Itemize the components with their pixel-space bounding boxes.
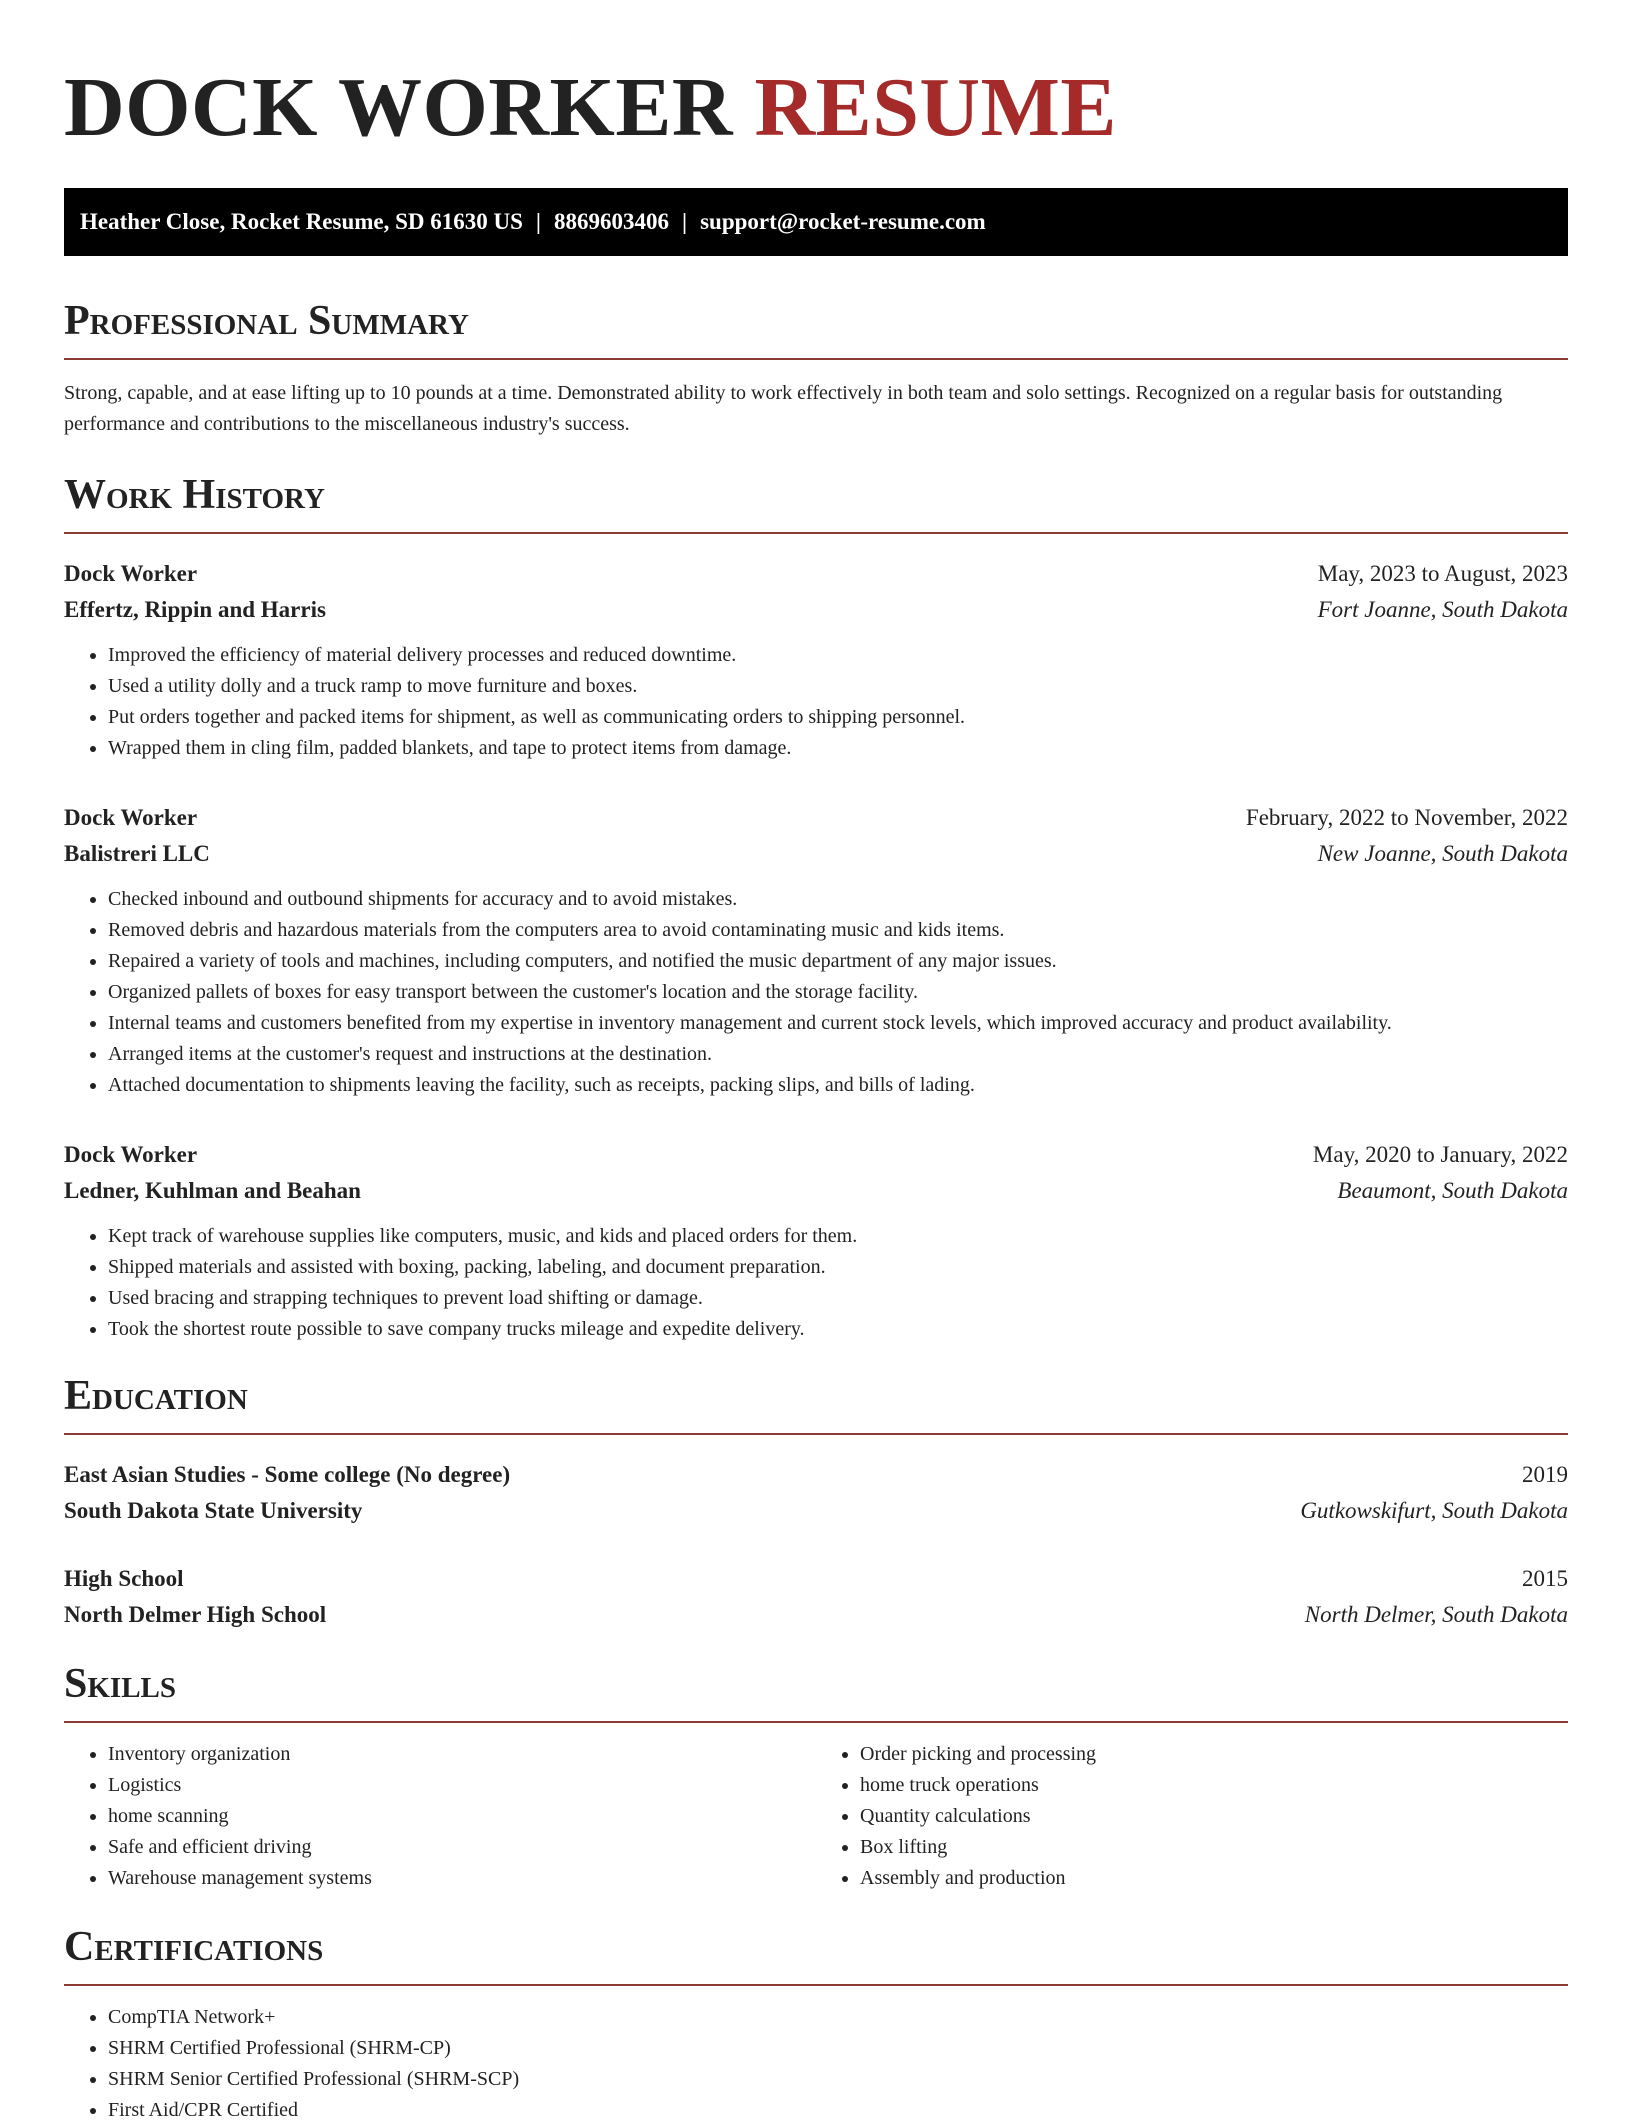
job-dates: May, 2023 to August, 2023 bbox=[1317, 561, 1568, 586]
certification-item: • CompTIA Network+ bbox=[108, 2002, 1568, 2033]
skill-item: • home truck operations bbox=[860, 1770, 1568, 1801]
job-bullet: • Used a utility dolly and a truck ramp to move furniture and boxes. bbox=[108, 671, 1568, 702]
education-degree: East Asian Studies - Some college (No degree) bbox=[64, 1462, 511, 1487]
certifications-heading: Certifications bbox=[64, 1926, 1568, 1986]
page-title bbox=[64, 48, 1568, 154]
job-bullets bbox=[64, 640, 1568, 764]
skill-item: • Quantity calculations bbox=[860, 1801, 1568, 1832]
education-year: 2015 bbox=[1522, 1566, 1568, 1591]
summary-heading: Professional Summary bbox=[64, 300, 1568, 360]
job-location: New Joanne, South Dakota bbox=[1317, 841, 1568, 866]
education-heading: Education bbox=[64, 1375, 1568, 1435]
certification-item: • First Aid/CPR Certified bbox=[108, 2095, 1568, 2126]
job-dates: February, 2022 to November, 2022 bbox=[1245, 805, 1568, 830]
job-title: Dock Worker bbox=[64, 561, 198, 586]
skill-item: • Box lifting bbox=[860, 1832, 1568, 1863]
education-entry bbox=[64, 1561, 1568, 1633]
skills-heading: Skills bbox=[64, 1663, 1568, 1723]
job-bullet: • Attached documentation to shipments leaving the facility, such as receipts, packing slips, and bills of lading. bbox=[108, 1070, 1568, 1101]
skills-list-right bbox=[816, 1739, 1568, 1894]
job-bullet: • Internal teams and customers benefited from my expertise in inventory management and current stock levels, which improved accuracy and product availability. bbox=[108, 1008, 1568, 1039]
education-school: North Delmer High School bbox=[64, 1602, 327, 1627]
summary-section bbox=[64, 300, 1568, 440]
certification-item: • SHRM Senior Certified Professional (SHRM-SCP) bbox=[108, 2064, 1568, 2095]
job-dates: May, 2020 to January, 2022 bbox=[1312, 1142, 1568, 1167]
skill-item: • Safe and efficient driving bbox=[108, 1832, 816, 1863]
job-bullet: • Checked inbound and outbound shipments for accuracy and to avoid mistakes. bbox=[108, 884, 1568, 915]
contact-separator: | bbox=[535, 209, 541, 234]
title-part-2: RESUME bbox=[754, 61, 1117, 154]
title-part-1: DOCK WORKER bbox=[64, 61, 734, 154]
job-entry bbox=[64, 1137, 1568, 1345]
job-bullets bbox=[64, 884, 1568, 1101]
certification-item: • SHRM Certified Professional (SHRM-CP) bbox=[108, 2033, 1568, 2064]
job-bullets bbox=[64, 1221, 1568, 1345]
contact-phone: 8869603406 bbox=[554, 209, 669, 234]
job-bullet: • Took the shortest route possible to save company trucks mileage and expedite delivery. bbox=[108, 1314, 1568, 1345]
education-location: Gutkowskifurt, South Dakota bbox=[1300, 1498, 1568, 1523]
job-bullet: • Shipped materials and assisted with boxing, packing, labeling, and document preparation. bbox=[108, 1252, 1568, 1283]
skills-grid bbox=[64, 1739, 1568, 1894]
job-bullet: • Wrapped them in cling film, padded blankets, and tape to protect items from damage. bbox=[108, 733, 1568, 764]
job-location: Fort Joanne, South Dakota bbox=[1317, 597, 1568, 622]
contact-name-address: Heather Close, Rocket Resume, SD 61630 US bbox=[80, 209, 523, 234]
job-bullet: • Put orders together and packed items for shipment, as well as communicating orders to shipping personnel. bbox=[108, 702, 1568, 733]
job-title: Dock Worker bbox=[64, 805, 198, 830]
skills-section bbox=[64, 1663, 1568, 1894]
job-company: Ledner, Kuhlman and Beahan bbox=[64, 1178, 361, 1203]
job-company: Effertz, Rippin and Harris bbox=[64, 597, 326, 622]
certifications-list bbox=[64, 2002, 1568, 2126]
education-location: North Delmer, South Dakota bbox=[1304, 1602, 1568, 1627]
education-year: 2019 bbox=[1522, 1462, 1568, 1487]
job-bullet: • Repaired a variety of tools and machines, including computers, and notified the music department of any major issues. bbox=[108, 946, 1568, 977]
education-school: South Dakota State University bbox=[64, 1498, 363, 1523]
skill-item: • Logistics bbox=[108, 1770, 816, 1801]
work-history-section bbox=[64, 474, 1568, 1345]
job-company: Balistreri LLC bbox=[64, 841, 210, 866]
skill-item: • home scanning bbox=[108, 1801, 816, 1832]
certifications-section bbox=[64, 1926, 1568, 2126]
job-title: Dock Worker bbox=[64, 1142, 198, 1167]
job-entry bbox=[64, 556, 1568, 764]
work-history-heading: Work History bbox=[64, 474, 1568, 534]
job-entry bbox=[64, 800, 1568, 1101]
job-bullet: • Used bracing and strapping techniques to prevent load shifting or damage. bbox=[108, 1283, 1568, 1314]
job-bullet: • Removed debris and hazardous materials from the computers area to avoid contaminating music and kids items. bbox=[108, 915, 1568, 946]
job-bullet: • Arranged items at the customer's request and instructions at the destination. bbox=[108, 1039, 1568, 1070]
contact-separator: | bbox=[682, 209, 688, 234]
education-entry bbox=[64, 1457, 1568, 1529]
skill-item: • Inventory organization bbox=[108, 1739, 816, 1770]
summary-text: Strong, capable, and at ease lifting up to 10 pounds at a time. Demonstrated ability to work effectively in both team and solo settings. Recognized on a regular basis for outstanding performance and contributions to the miscellaneous industry's success. bbox=[64, 382, 1503, 435]
job-bullet: • Organized pallets of boxes for easy transport between the customer's location and the storage facility. bbox=[108, 977, 1568, 1008]
skills-list-left bbox=[64, 1739, 816, 1894]
skill-item: • Warehouse management systems bbox=[108, 1863, 816, 1894]
education-degree: High School bbox=[64, 1566, 184, 1591]
education-section bbox=[64, 1375, 1568, 1633]
contact-bar bbox=[64, 188, 1568, 256]
contact-email: support@rocket-resume.com bbox=[700, 209, 986, 234]
job-bullet: • Kept track of warehouse supplies like computers, music, and kids and placed orders for them. bbox=[108, 1221, 1568, 1252]
skill-item: • Order picking and processing bbox=[860, 1739, 1568, 1770]
skill-item: • Assembly and production bbox=[860, 1863, 1568, 1894]
job-location: Beaumont, South Dakota bbox=[1337, 1178, 1568, 1203]
job-bullet: • Improved the efficiency of material delivery processes and reduced downtime. bbox=[108, 640, 1568, 671]
